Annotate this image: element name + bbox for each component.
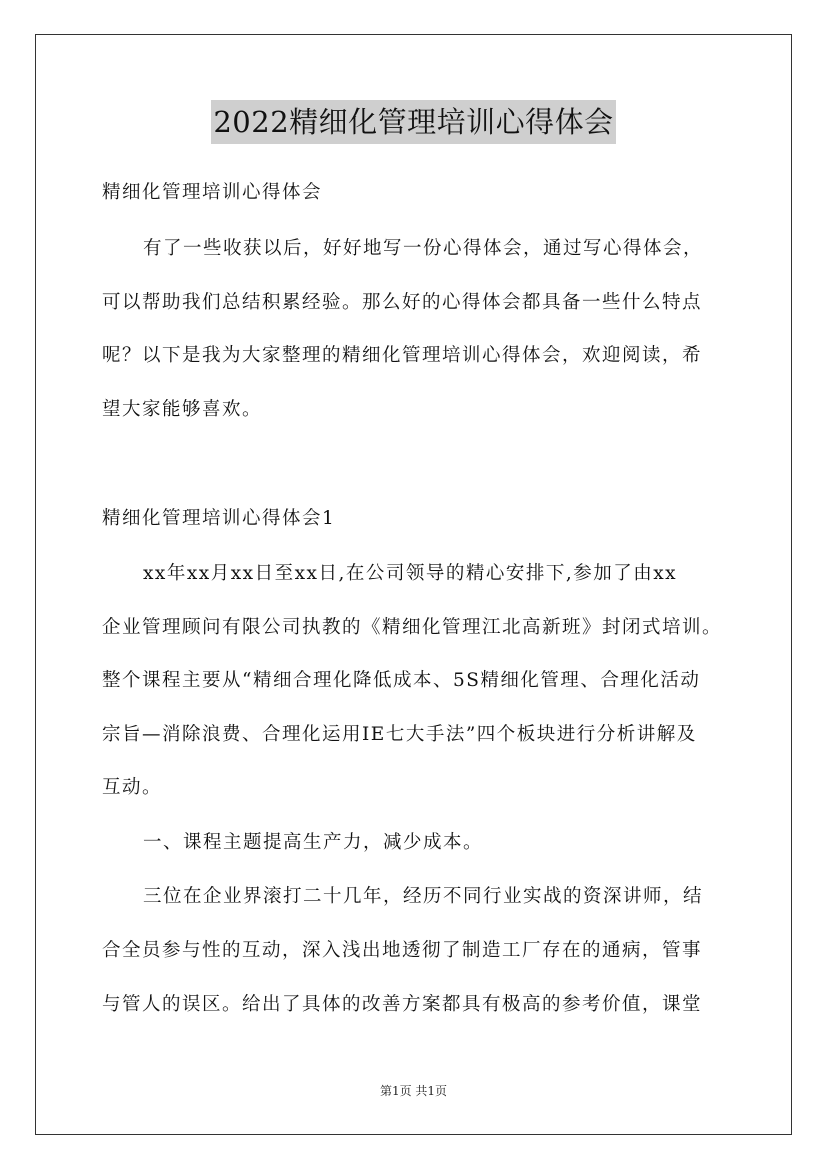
document-title: 2022精细化管理培训心得体会 [211, 100, 615, 144]
paragraph-line: 有了一些收获以后，好好地写一份心得体会，通过写心得体会， [143, 238, 704, 259]
subtitle-line: 精细化管理培训心得体会 [102, 182, 323, 203]
title-container [0, 100, 827, 144]
paragraph-line: 合全员参与性的互动，深入浅出地透彻了制造工厂存在的通病，管事 [102, 940, 703, 961]
paragraph-line: 三位在企业界滚打二十几年，经历不同行业实战的资深讲师，结 [143, 886, 704, 907]
paragraph-line: xx年xx月xx日至xx日,在公司领导的精心安排下,参加了由xx [143, 563, 678, 584]
paragraph-line: 互动。 [102, 777, 163, 798]
paragraph-line: 可以帮助我们总结积累经验。那么好的心得体会都具备一些什么特点 [102, 292, 703, 313]
paragraph-line: 一、课程主题提高生产力，减少成本。 [143, 832, 484, 853]
page-footer: 第1页 共1页 [379, 1084, 448, 1098]
paragraph-line: 整个课程主要从“精细合理化降低成本、5S精细化管理、合理化活动 [102, 670, 701, 691]
paragraph-line: 呢？以下是我为大家整理的精细化管理培训心得体会，欢迎阅读，希 [102, 345, 703, 366]
paragraph-line: 企业管理顾问有限公司执教的《精细化管理江北高新班》封闭式培训。 [102, 617, 723, 638]
paragraph-line: 望大家能够喜欢。 [102, 399, 263, 420]
paragraph-line: 与管人的误区。给出了具体的改善方案都具有极高的参考价值，课堂 [102, 994, 703, 1015]
paragraph-line: 宗旨—消除浪费、合理化运用IE七大手法”四个板块进行分析讲解及 [102, 724, 697, 745]
section-heading: 精细化管理培训心得体会1 [102, 508, 336, 529]
